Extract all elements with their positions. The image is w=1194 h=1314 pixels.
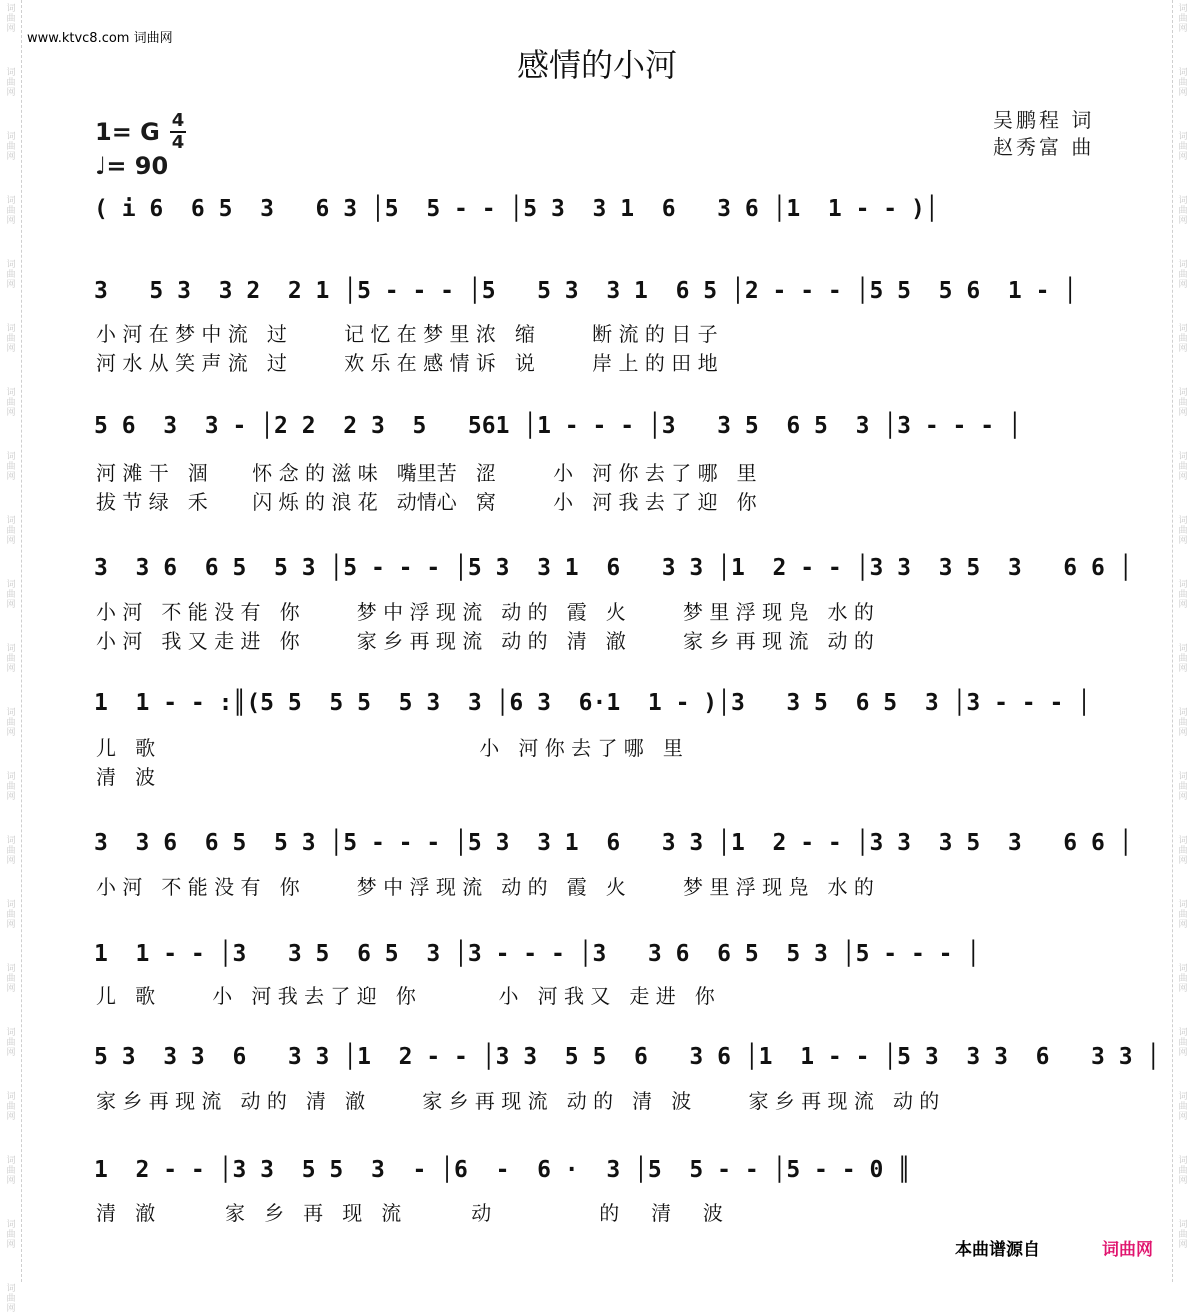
watermark-mark: 词 曲 网 <box>1178 1156 1188 1186</box>
watermark-mark: 词 曲 网 <box>6 388 16 418</box>
watermark-mark: 词 曲 网 <box>1178 452 1188 482</box>
watermark-mark: 词 曲 网 <box>6 1156 16 1186</box>
time-signature <box>170 112 186 152</box>
page-title: 感情的小河 <box>516 46 677 84</box>
watermark-mark: 词 曲 网 <box>6 1284 16 1314</box>
lyric-line-9a: 清 澈 家 乡 再 现 流 动 的 清 波 <box>96 1201 723 1225</box>
key-signature: 1= G <box>95 118 160 146</box>
lyric-line-3b: 拔 节 绿 禾 闪 烁 的 浪 花 动情心 窝 小 河 我 去 了 迎 你 <box>96 490 757 514</box>
notation-line-4: 3 3 6 6 5 5 3 │5 - - - │5 3 3 1 6 3 3 │1 2 - - │3 3 3 5 3 6 6 │ <box>94 555 1133 581</box>
left-dashed-border <box>21 0 22 1282</box>
watermark-mark: 词 曲 网 <box>1178 772 1188 802</box>
lyric-line-2b: 河 水 从 笑 声 流 过 欢 乐 在 感 情 诉 说 岸 上 的 田 地 <box>96 351 718 375</box>
notation-line-1: ( i 6 6 5 3 6 3 │5 5 - - │5 3 3 1 6 3 6 │1 1 - - )│ <box>94 196 939 222</box>
watermark-mark: 词 曲 网 <box>6 4 16 34</box>
watermark-mark: 词 曲 网 <box>1178 580 1188 610</box>
watermark-mark: 词 曲 网 <box>6 452 16 482</box>
watermark-mark: 词 曲 网 <box>1178 1028 1188 1058</box>
notation-line-9: 1 2 - - │3 3 5 5 3 - │6 - 6 · 3 │5 5 - - │5 - - 0 ║ <box>94 1157 911 1183</box>
notation-line-2: 3 5 3 3 2 2 1 │5 - - - │5 5 3 3 1 6 5 │2 - - - │5 5 5 6 1 - │ <box>94 278 1078 304</box>
watermark-mark: 词 曲 网 <box>1178 68 1188 98</box>
lyric-line-4a: 小 河 不 能 没 有 你 梦 中 浮 现 流 动 的 霞 火 梦 里 浮 现 凫 水 的 <box>96 600 874 624</box>
lyric-line-5b: 清 波 <box>96 765 156 789</box>
watermark-mark: 词 曲 网 <box>6 772 16 802</box>
watermark-mark: 词 曲 网 <box>1178 132 1188 162</box>
watermark-mark: 词 曲 网 <box>1178 708 1188 738</box>
lyric-line-8a: 家 乡 再 现 流 动 的 清 澈 家 乡 再 现 流 动 的 清 波 家 乡 再 现 流 动 的 <box>96 1089 940 1113</box>
watermark-mark: 词 曲 网 <box>1178 836 1188 866</box>
lyric-line-7a: 儿 歌 小 河 我 去 了 迎 你 小 河 我 又 走 进 你 <box>96 984 715 1008</box>
watermark-mark: 词 曲 网 <box>6 1028 16 1058</box>
right-dashed-border <box>1172 0 1173 1282</box>
watermark-mark: 词 曲 网 <box>1178 4 1188 34</box>
watermark-mark: 词 曲 网 <box>6 196 16 226</box>
right-watermark-strip <box>1172 0 1194 1282</box>
lyric-line-5a: 儿 歌 小 河 你 去 了 哪 里 <box>96 736 683 760</box>
source-label: 本曲谱源自 <box>955 1240 1040 1260</box>
watermark-mark: 词 曲 网 <box>1178 1092 1188 1122</box>
tempo-marking: ♩= 90 <box>95 152 169 180</box>
watermark-mark: 词 曲 网 <box>6 132 16 162</box>
watermark-mark: 词 曲 网 <box>6 580 16 610</box>
watermark-mark: 词 曲 网 <box>6 516 16 546</box>
notation-line-8: 5 3 3 3 6 3 3 │1 2 - - │3 3 5 5 6 3 6 │1 1 - - │5 3 3 3 6 3 3 │ <box>94 1044 1161 1070</box>
watermark-mark: 词 曲 网 <box>6 324 16 354</box>
watermark-mark: 词 曲 网 <box>1178 900 1188 930</box>
lyric-line-4b: 小 河 我 又 走 进 你 家 乡 再 现 流 动 的 清 澈 家 乡 再 现 流 动 的 <box>96 629 874 653</box>
notation-line-5: 1 1 - - :║(5 5 5 5 5 3 3 │6 3 6·1 1 - )│3 3 5 6 5 3 │3 - - - │ <box>94 690 1091 716</box>
watermark-mark: 词 曲 网 <box>6 964 16 994</box>
watermark-mark: 词 曲 网 <box>1178 388 1188 418</box>
watermark-mark: 词 曲 网 <box>1178 964 1188 994</box>
watermark-mark: 词 曲 网 <box>1178 260 1188 290</box>
watermark-mark: 词 曲 网 <box>6 1092 16 1122</box>
left-watermark-strip <box>0 0 22 1314</box>
composer-credit: 赵秀富 曲 <box>993 135 1095 159</box>
notation-line-6: 3 3 6 6 5 5 3 │5 - - - │5 3 3 1 6 3 3 │1 2 - - │3 3 3 5 3 6 6 │ <box>94 830 1133 856</box>
watermark-mark: 词 曲 网 <box>1178 644 1188 674</box>
watermark-mark: 词 曲 网 <box>1178 1220 1188 1250</box>
watermark-mark: 词 曲 网 <box>6 1220 16 1250</box>
watermark-mark: 词 曲 网 <box>1178 516 1188 546</box>
lyric-line-2a: 小 河 在 梦 中 流 过 记 忆 在 梦 里 浓 缩 断 流 的 日 子 <box>96 322 718 346</box>
watermark-mark: 词 曲 网 <box>6 260 16 290</box>
watermark-mark: 词 曲 网 <box>6 836 16 866</box>
watermark-mark: 词 曲 网 <box>6 68 16 98</box>
lyric-line-6a: 小 河 不 能 没 有 你 梦 中 浮 现 流 动 的 霞 火 梦 里 浮 现 凫 水 的 <box>96 875 874 899</box>
notation-line-7: 1 1 - - │3 3 5 6 5 3 │3 - - - │3 3 6 6 5 5 3 │5 - - - │ <box>94 941 981 967</box>
time-signature-bottom: 4 <box>171 132 185 153</box>
watermark-mark: 词 曲 网 <box>6 900 16 930</box>
watermark-mark: 词 曲 网 <box>6 708 16 738</box>
site-name-link[interactable]: 词曲网 <box>1102 1240 1153 1260</box>
site-url: www.ktvc8.com 词曲网 <box>27 31 173 46</box>
lyricist-credit: 吴鹏程 词 <box>993 108 1095 132</box>
watermark-mark: 词 曲 网 <box>6 644 16 674</box>
watermark-mark: 词 曲 网 <box>1178 324 1188 354</box>
notation-line-3: 5 6 3 3 - │2 2 2 3 5 561 │1 - - - │3 3 5 6 5 3 │3 - - - │ <box>94 413 1022 439</box>
watermark-mark: 词 曲 网 <box>1178 196 1188 226</box>
time-signature-top: 4 <box>171 110 185 131</box>
lyric-line-3a: 河 滩 干 涸 怀 念 的 滋 味 嘴里苦 涩 小 河 你 去 了 哪 里 <box>96 461 757 485</box>
